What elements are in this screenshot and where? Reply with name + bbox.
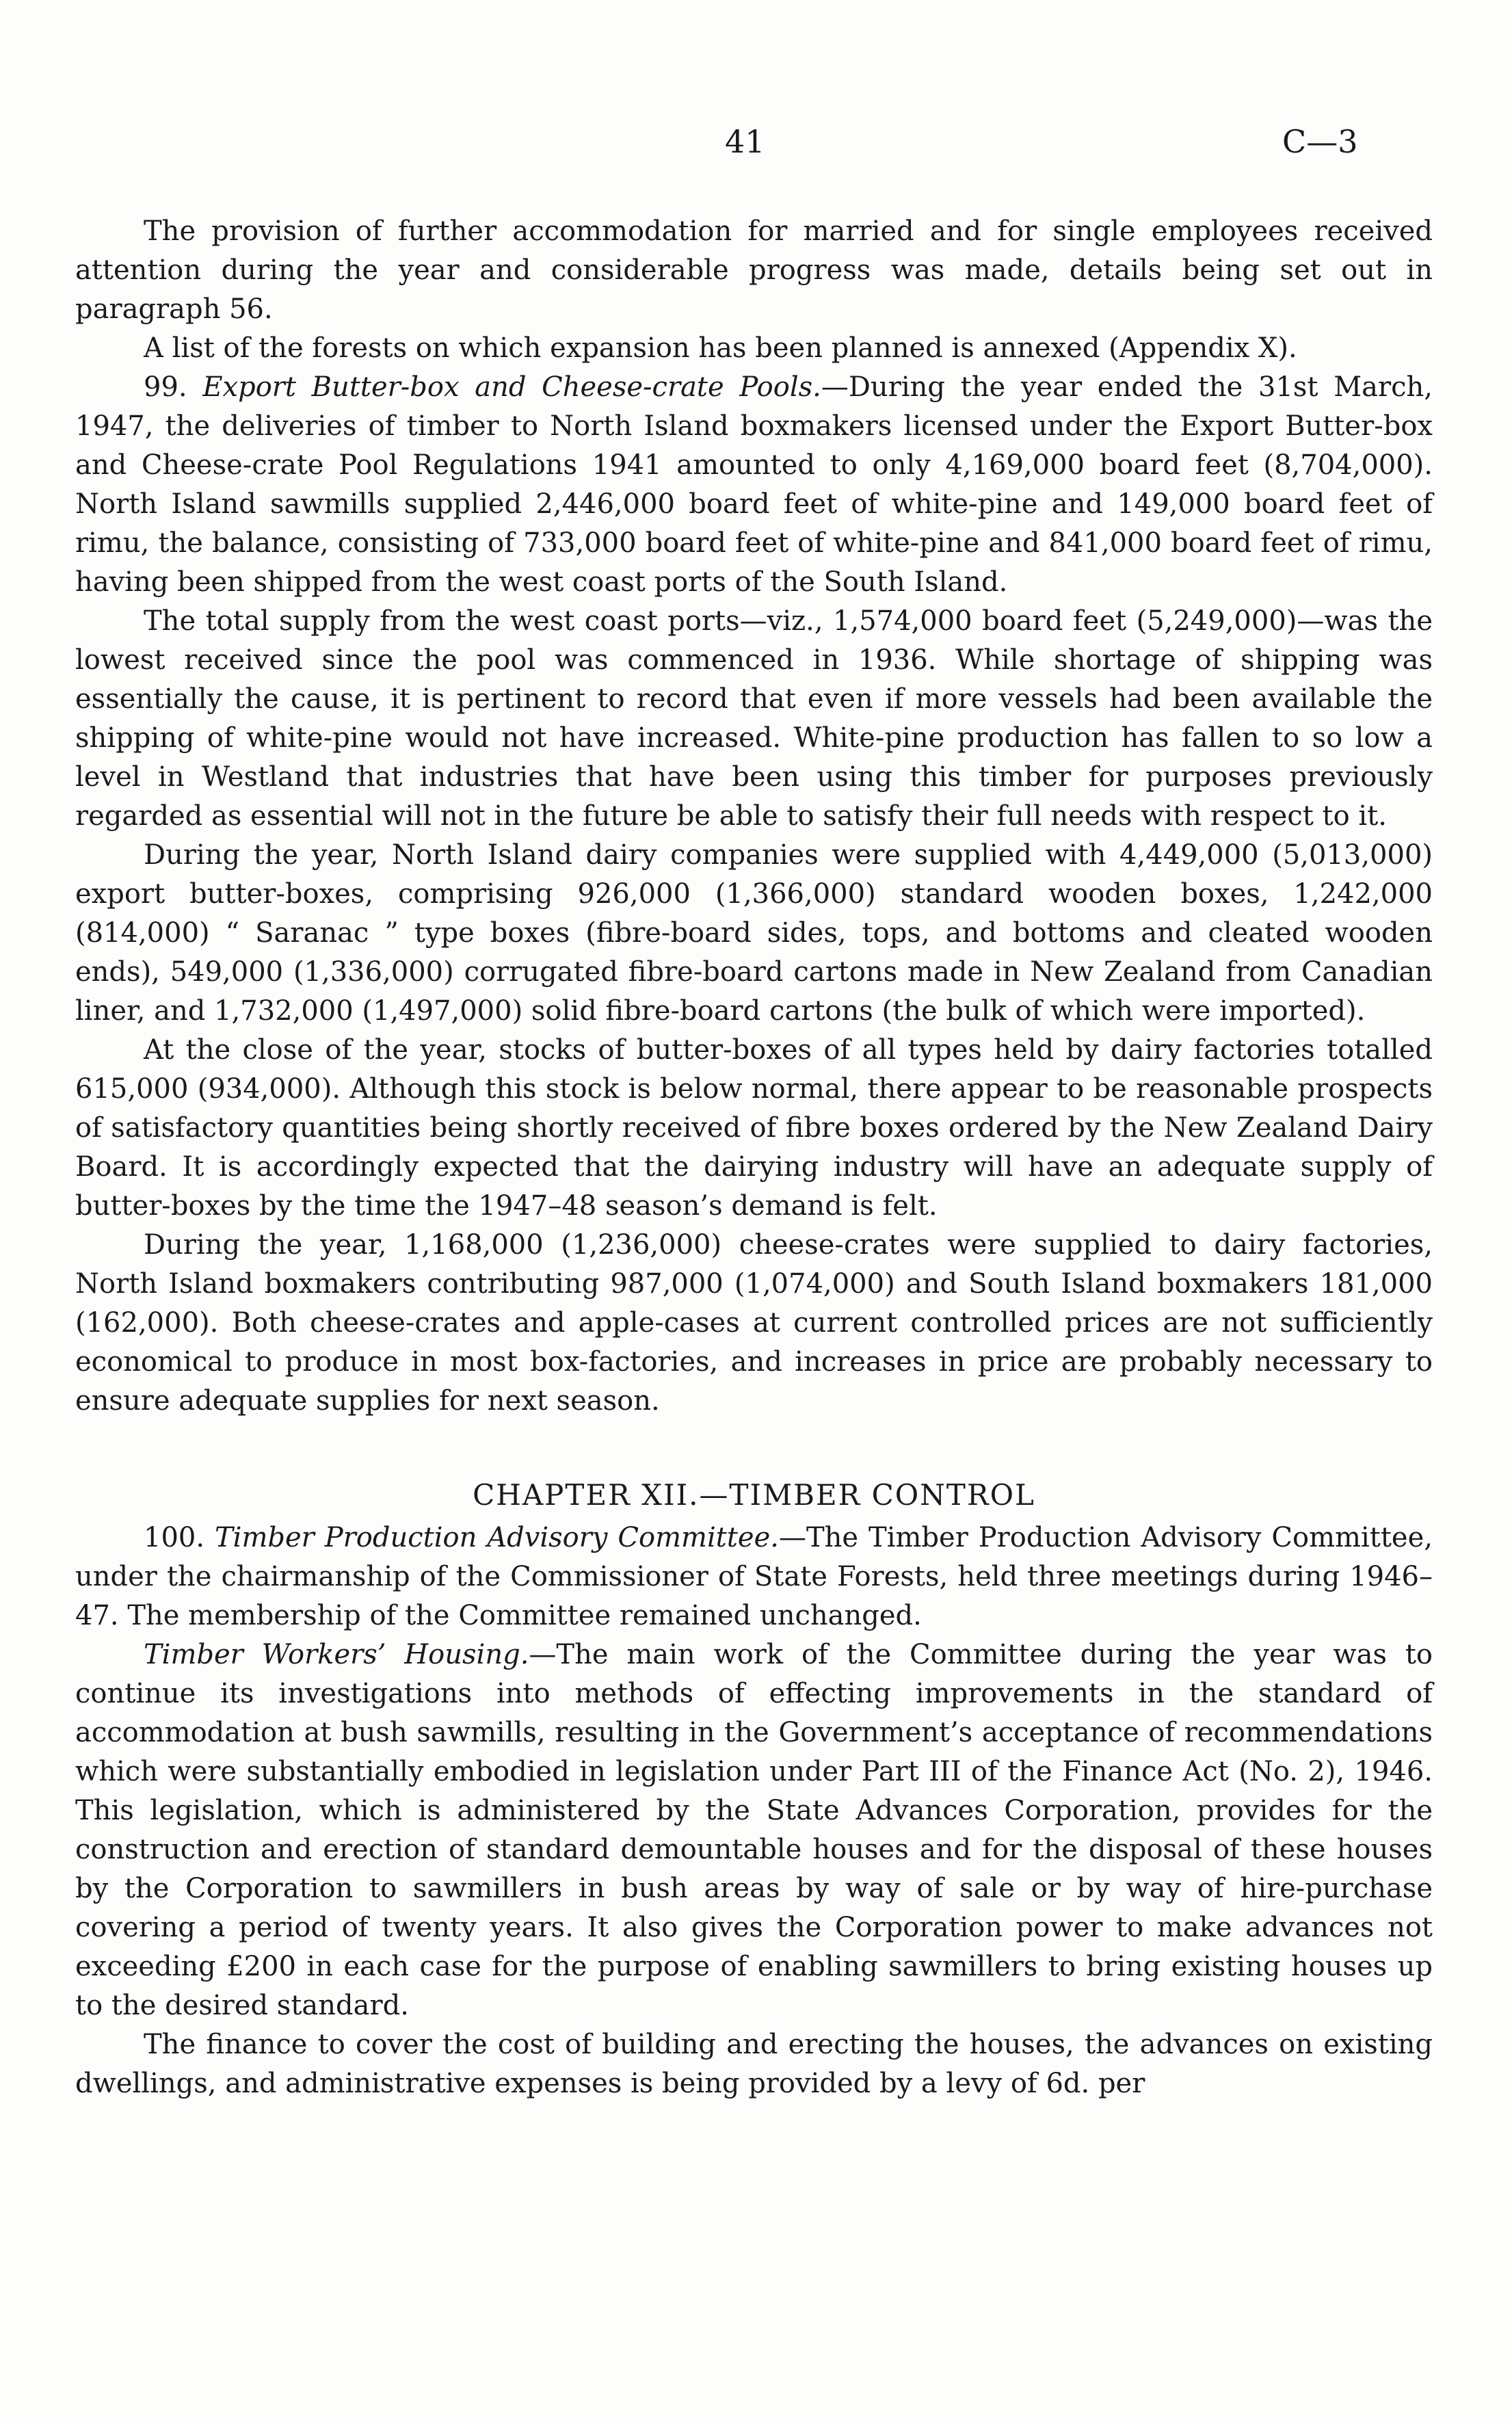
paragraph-text: The provision of further accommodation for married and for single employees received attention during the year and considerable progress was made, details being set out in paragraph 56. <box>75 215 1433 325</box>
paragraph-finance <box>75 2025 1433 2103</box>
page-body <box>75 212 1433 2103</box>
paragraph-text: —During the year ended the 31st March, 1947, the deliveries of timber to North Island boxmakers licensed under the Export Butter-box and Cheese-crate Pool Regulations 1941 amounted to only 4,169,000 board feet (8,704,000). North Island sawmills supplied 2,446,000 board feet of white-pine and 149,000 board feet of rimu, the balance, consisting of 733,000 board feet of white-pine and 841,000 board feet of rimu, having been shipped from the west coast ports of the South Island. <box>75 371 1433 598</box>
paragraph-text: The total supply from the west coast ports—viz., 1,574,000 board feet (5,249,000)—was the lowest received since the pool was commenced in 1936. While shortage of shipping was essentially the cause, it is pertinent to record that even if more vessels had been available the shipping of white-pine would not have increased. White-pine production has fallen to so low a level in Westland that industries that have been using this timber for purposes previously regarded as essential will not in the future be able to satisfy their full needs with respect to it. <box>75 605 1433 832</box>
paragraph-stocks <box>75 1031 1433 1226</box>
section-heading: Timber Production Advisory Committee. <box>215 1522 779 1553</box>
paragraph-text: A list of the forests on which expansion has been planned is annexed (Appendix X). <box>144 332 1297 364</box>
paragraph-number: 99. <box>144 371 187 403</box>
paragraph-text: During the year, North Island dairy companies were supplied with 4,449,000 (5,013,000) export butter-boxes, comprising 926,000 (1,366,000) standard wooden boxes, 1,242,000 (814,000) “ Saranac ” type boxes (fibre-board sides, tops, and bottoms and cleated wooden ends), 549,000 (1,336,000) corrugated fibre-board cartons made in New Zealand from Canadian liner, and 1,732,000 (1,497,000) solid fibre-board cartons (the bulk of which were imported). <box>75 839 1433 1027</box>
paragraph-timber-workers-housing <box>75 1635 1433 2025</box>
chapter-title: CHAPTER XII.—TIMBER CONTROL <box>473 1478 1035 1512</box>
paragraph-100-advisory-committee <box>75 1519 1433 1635</box>
paragraph-west-coast-supply <box>75 602 1433 836</box>
page-number: 41 <box>725 123 765 160</box>
paragraph-text: At the close of the year, stocks of butter-boxes of all types held by dairy factories totalled 615,000 (934,000). Although this stock is below normal, there appear to be reasonable prospects of satisfactory quantities being shortly received of fibre boxes ordered by the New Zealand Dairy Board. It is accordingly expected that the dairying industry will have an adequate supply of butter-boxes by the time the 1947–48 season’s demand is felt. <box>75 1034 1433 1222</box>
paragraph-number: 100. <box>144 1522 205 1553</box>
document-reference: C—3 <box>1282 123 1358 160</box>
paragraph-cheese-crates <box>75 1226 1433 1421</box>
section-heading: Timber Workers’ Housing. <box>144 1639 529 1670</box>
paragraph-text: During the year, 1,168,000 (1,236,000) cheese-crates were supplied to dairy factories, North Island boxmakers contributing 987,000 (1,074,000) and South Island boxmakers 181,000 (162,000). Both cheese-crates and apple-cases at current controlled prices are not sufficiently economical to produce in most box-factories, and increases in price are probably necessary to ensure adequate supplies for next season. <box>75 1229 1433 1417</box>
page-header <box>0 116 1512 171</box>
section-heading: Export Butter-box and Cheese-crate Pools. <box>202 371 821 403</box>
paragraph-forest-list <box>75 329 1433 368</box>
paragraph-accommodation <box>75 212 1433 329</box>
paragraph-text: The finance to cover the cost of building and erecting the houses, the advances on existing dwellings, and administrative expenses is being provided by a levy of 6d. per <box>75 2029 1433 2099</box>
paragraph-99-export-pools <box>75 368 1433 602</box>
paragraph-butter-box-supply <box>75 836 1433 1031</box>
paragraph-text: —The Timber Production Advisory Committee, under the chairmanship of the Commissioner of State Forests, held three meetings during 1946–47. The membership of the Committee remained unchanged. <box>75 1522 1433 1631</box>
paragraph-text: —The main work of the Committee during the year was to continue its investigations into methods of effecting improvements in the standard of accommodation at bush sawmills, resulting in the Government’s acceptance of recommendations which were substantially embodied in legislation under Part III of the Finance Act (No. 2), 1946. This legislation, which is administered by the State Advances Corporation, provides for the construction and erection of standard demountable houses and for the disposal of these houses by the Corporation to sawmillers in bush areas by way of sale or by way of hire-purchase covering a period of twenty years. It also gives the Corporation power to make advances not exceeding £200 in each case for the purpose of enabling sawmillers to bring existing houses up to the desired standard. <box>75 1639 1433 2021</box>
